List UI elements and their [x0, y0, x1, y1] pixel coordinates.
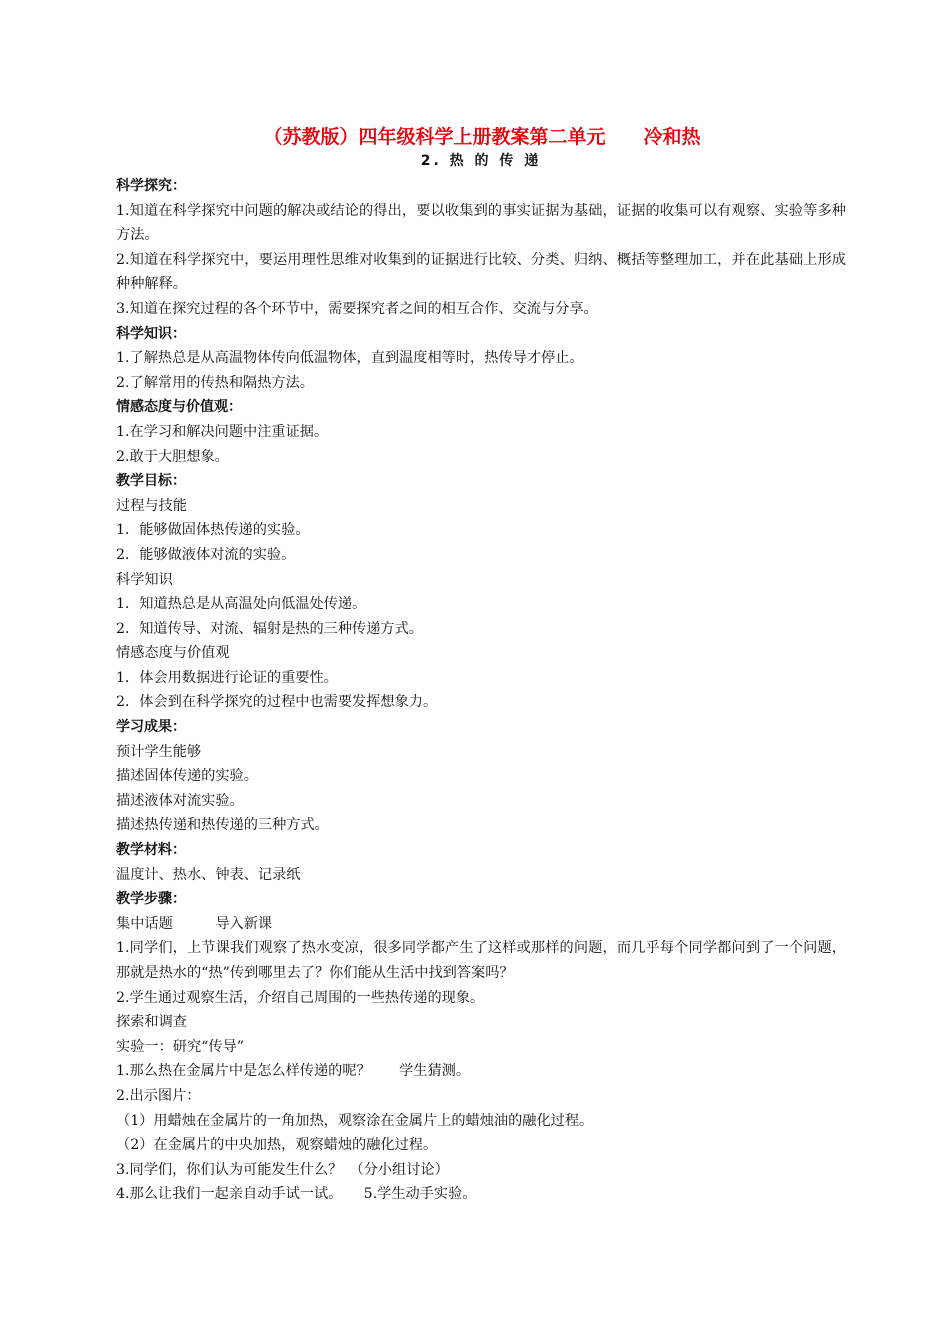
- text-line: 2.出示图片：: [116, 1087, 201, 1104]
- text-line: 1．知道热总是从高温处向低温处传递。: [116, 596, 367, 613]
- paragraph: 2.知道在科学探究中，要运用理性思维对收集到的证据进行比较、分类、归纳、概括等整理加工，并在此基础上形成种种解释。: [116, 251, 846, 293]
- text-line: 2．知道传导、对流、辐射是热的三种传递方式。: [116, 620, 423, 637]
- paragraph: 1.同学们，上节课我们观察了热水变凉，很多同学都产生了这样或那样的问题，而几乎每个同学都问到了一个问题，那就是热水的“热”传到哪里去了？你们能从生活中找到答案吗？: [116, 940, 846, 981]
- section-heading: 科学知识：: [116, 325, 186, 342]
- text-line: 2.学生通过观察生活，介绍自己周围的一些热传递的现象。: [116, 989, 485, 1006]
- text-line: （2）在金属片的中央加热，观察蜡烛的融化过程。: [116, 1137, 438, 1154]
- text-line: 2.敢于大胆想象。: [116, 448, 229, 465]
- text-line: 1.了解热总是从高温物体传向低温物体，直到温度相等时，热传导才停止。: [116, 350, 584, 367]
- text-line: 描述固体传递的实验。: [116, 768, 258, 785]
- section-heading: 科学探究：: [116, 178, 186, 194]
- text-line: 探索和调查: [116, 1014, 187, 1031]
- document-page: [116, 124, 846, 1207]
- lesson-subtitle: 2. 热 的 传 递: [420, 153, 542, 169]
- text-line: 2．能够做液体对流的实验。: [116, 546, 296, 563]
- text-line: 2．体会到在科学探究的过程中也需要发挥想象力。: [116, 694, 438, 711]
- section-heading: 学习成果：: [116, 719, 186, 736]
- paragraph: 1.知道在科学探究中问题的解决或结论的得出，要以收集到的事实证据为基础，证据的收集可以有观察、实验等多种方法。: [116, 202, 846, 244]
- text-line: 3.知道在探究过程的各个环节中，需要探究者之间的相互合作、交流与分享。: [116, 300, 598, 317]
- text-line: 1．体会用数据进行论证的重要性。: [116, 669, 338, 686]
- text-line: 3.同学们，你们认为可能发生什么？ （分小组讨论）: [116, 1161, 449, 1178]
- text-line: 描述液体对流实验。: [116, 792, 244, 809]
- text-line: 描述热传递和热传递的三种方式。: [116, 817, 329, 834]
- section-heading: 情感态度与价值观：: [116, 399, 242, 416]
- text-line: 科学知识: [116, 571, 173, 588]
- section-heading: 教学目标：: [116, 473, 186, 490]
- text-line: 过程与技能: [116, 497, 187, 514]
- text-line: （1）用蜡烛在金属片的一角加热，观察涂在金属片上的蜡烛油的融化过程。: [116, 1112, 594, 1129]
- text-line: 情感态度与价值观: [116, 645, 230, 662]
- document-title: （苏教版）四年级科学上册教案第二单元 冷和热: [263, 126, 701, 148]
- text-line: 实验一：研究“传导”: [116, 1038, 245, 1055]
- text-line: 4.那么让我们一起亲自动手试一试。 5.学生动手实验。: [116, 1186, 477, 1203]
- text-line: 2.了解常用的传热和隔热方法。: [116, 374, 314, 391]
- text-line: 预计学生能够: [116, 743, 202, 760]
- text-line: 1.在学习和解决问题中注重证据。: [116, 423, 329, 440]
- section-heading: 教学步骤：: [116, 891, 186, 908]
- document-body: [116, 174, 846, 1207]
- text-line: 温度计、热水、钟表、记录纸: [116, 866, 301, 883]
- text-line: 集中话题 导入新课: [116, 915, 273, 932]
- section-heading: 教学材料：: [116, 842, 186, 859]
- text-line: 1.那么热在金属片中是怎么样传递的呢？ 学生猜测。: [116, 1063, 471, 1080]
- text-line: 1．能够做固体热传递的实验。: [116, 522, 310, 539]
